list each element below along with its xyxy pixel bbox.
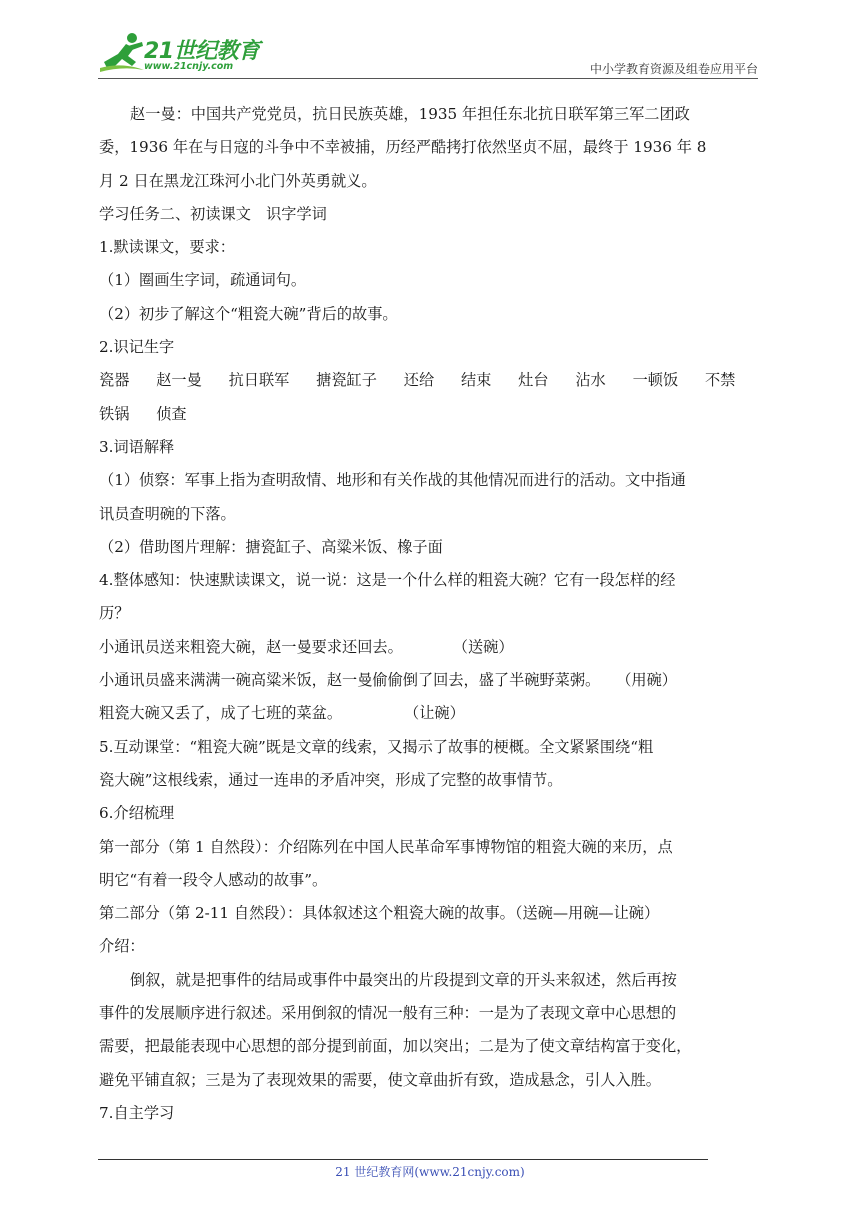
outline-line: 介绍： bbox=[99, 937, 145, 956]
page-footer: 21 世纪教育网(www.21cnjy.com) bbox=[335, 1165, 525, 1179]
page-header bbox=[98, 30, 758, 80]
story-tag: （用碗） bbox=[616, 671, 677, 690]
section-title: 6.介绍梳理 bbox=[99, 804, 175, 823]
definition-line: （1）侦察：军事上指为查明敌情、地形和有关作战的其他情况而进行的活动。文中指通 bbox=[99, 471, 686, 490]
vocab-row bbox=[99, 364, 761, 397]
definition-line: （2）借助图片理解：搪瓷缸子、高粱米饭、橡子面 bbox=[99, 537, 443, 556]
logo-text: 21世纪教育 bbox=[144, 39, 260, 64]
vocab-word: 还给 bbox=[403, 371, 435, 390]
story-row bbox=[99, 631, 761, 664]
section-title-cont: 历？ bbox=[99, 604, 130, 623]
outline-line: 第二部分（第 2-11 自然段）：具体叙述这个粗瓷大碗的故事。（送碗—用碗—让碗） bbox=[99, 904, 660, 923]
intro-line: 赵一曼：中国共产党党员，抗日民族英雄，1935 年担任东北抗日联军第三军二团政 bbox=[130, 105, 690, 123]
flashback-line: 需要，把最能表现中心思想的部分提到前面，加以突出；二是为了使文章结构富于变化， bbox=[99, 1037, 692, 1056]
footer-divider bbox=[98, 1159, 708, 1160]
runner-logo-icon bbox=[98, 32, 146, 78]
story-text: 小通讯员送来粗瓷大碗，赵一曼要求还回去。 bbox=[99, 637, 403, 656]
section-title: 1.默读课文，要求： bbox=[99, 238, 235, 257]
story-tag: （让碗） bbox=[404, 704, 465, 723]
vocab-word: 一顿饭 bbox=[632, 371, 679, 390]
story-row bbox=[99, 664, 761, 697]
intro-line: 月 2 日在黑龙江珠河小北门外英勇就义。 bbox=[99, 171, 377, 190]
flashback-line: 事件的发展顺序进行叙述。采用倒叙的情况一般有三种：一是为了表现文章中心思想的 bbox=[99, 1004, 677, 1023]
vocab-word: 搪瓷缸子 bbox=[316, 371, 377, 390]
vocab-word: 结束 bbox=[460, 371, 492, 390]
platform-name: 中小学教育资源及组卷应用平台 bbox=[589, 62, 758, 76]
logo bbox=[98, 30, 268, 78]
logo-url: www.21cnjy.com bbox=[144, 61, 234, 72]
header-divider bbox=[98, 78, 758, 79]
story-text: 粗瓷大碗又丢了，成了七班的菜盆。 bbox=[99, 704, 342, 723]
vocab-row bbox=[99, 398, 761, 431]
section-title: 3.词语解释 bbox=[99, 437, 175, 456]
vocab-word: 抗日联军 bbox=[228, 371, 290, 390]
flashback-line: 倒叙，就是把事件的结局或事件中最突出的片段提到文章的开头来叙述，然后再按 bbox=[130, 970, 677, 989]
vocab-word: 瓷器 bbox=[99, 371, 130, 390]
story-text: 小通讯员盛来满满一碗高粱米饭，赵一曼偷偷倒了回去，盛了半碗野菜粥。 bbox=[99, 671, 601, 690]
section-title: 2.识记生字 bbox=[99, 338, 175, 357]
interactive-class-line: 5.互动课堂：“粗瓷大碗”既是文章的线索，又揭示了故事的梗概。全文紧紧围绕“粗 bbox=[99, 737, 654, 756]
definition-line: 讯员查明碗的下落。 bbox=[99, 504, 236, 523]
task-title: 学习任务二、初读课文 识字学词 bbox=[99, 204, 327, 223]
interactive-class-line: 瓷大碗”这根线索，通过一连串的矛盾冲突，形成了完整的故事情节。 bbox=[99, 770, 563, 789]
document-body bbox=[99, 98, 761, 1130]
outline-line: 第一部分（第 1 自然段）：介绍陈列在中国人民革命军事博物馆的粗瓷大碗的来历，点 bbox=[99, 837, 673, 856]
list-item: （1）圈画生字词，疏通词句。 bbox=[99, 271, 307, 290]
flashback-line: 避免平铺直叙；三是为了表现效果的需要，使文章曲折有致，造成悬念，引人入胜。 bbox=[99, 1070, 661, 1089]
intro-line: 委，1936 年在与日寇的斗争中不幸被捕，历经严酷拷打依然坚贞不屈，最终于 1936 年 8 bbox=[99, 138, 707, 157]
vocab-word: 赵一曼 bbox=[156, 371, 202, 390]
section-title: 4.整体感知：快速默读课文，说一说：这是一个什么样的粗瓷大碗？它有一段怎样的经 bbox=[99, 571, 676, 590]
list-item: （2）初步了解这个“粗瓷大碗”背后的故事。 bbox=[99, 304, 398, 323]
vocab-word: 侦查 bbox=[156, 404, 187, 423]
story-tag: （送碗） bbox=[452, 637, 514, 656]
section-title: 7.自主学习 bbox=[99, 1103, 175, 1122]
vocab-word: 铁锅 bbox=[99, 404, 130, 423]
vocab-word: 不禁 bbox=[704, 371, 736, 390]
story-row bbox=[99, 697, 761, 730]
vocab-word: 沾水 bbox=[575, 371, 606, 390]
vocab-word: 灶台 bbox=[518, 371, 549, 390]
outline-line: 明它“有着一段令人感动的故事”。 bbox=[99, 870, 328, 889]
